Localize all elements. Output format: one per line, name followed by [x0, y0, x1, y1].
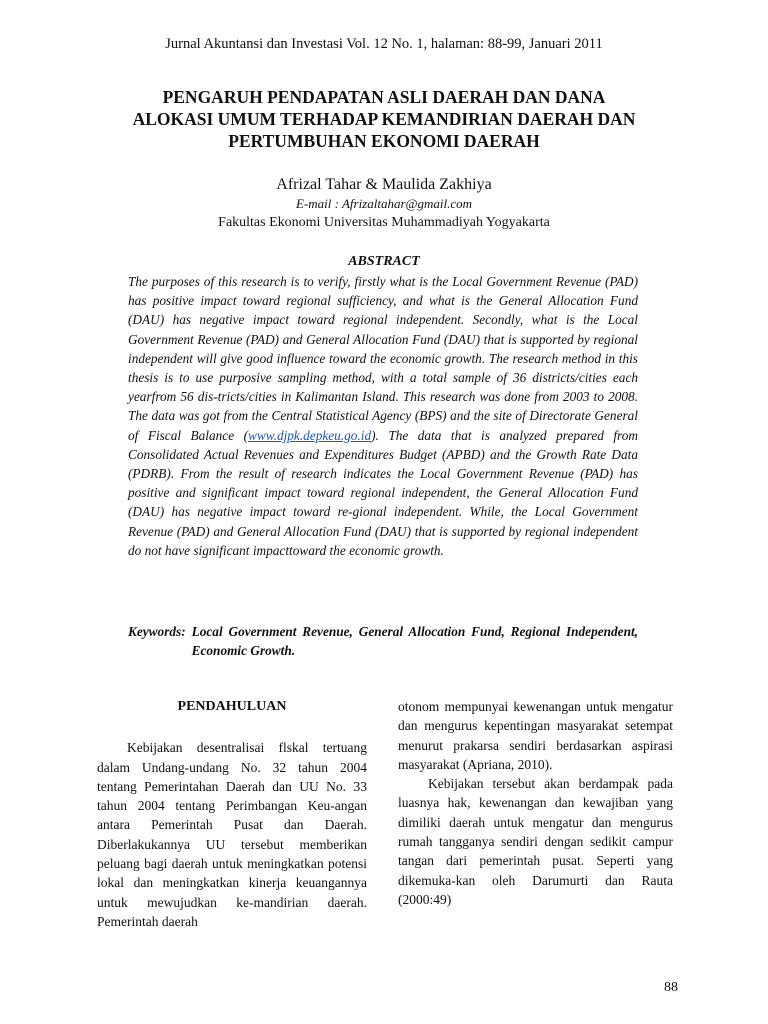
- page-number: 88: [664, 980, 678, 995]
- affiliation: Fakultas Ekonomi Universitas Muhammadiyah Yogyakarta: [218, 215, 550, 230]
- journal-header: Jurnal Akuntansi dan Investasi Vol. 12 No. 1, halaman: 88-99, Januari 2011: [165, 36, 603, 52]
- title-line-2: ALOKASI UMUM TERHADAP KEMANDIRIAN DAERAH DAN: [132, 109, 636, 129]
- title-line-1: PENGARUH PENDAPATAN ASLI DAERAH DAN DANA: [162, 87, 606, 107]
- keywords-label: Keywords:: [128, 624, 186, 639]
- keywords: [128, 622, 638, 660]
- right-column: [398, 697, 673, 909]
- keywords-text: Local Government Revenue, General Allocation Fund, Regional Independent, Economic Growth.: [191, 624, 638, 658]
- left-paragraph: Kebijakan desentralisai flskal tertuang dalam Undang-undang No. 32 tahun 2004 tentang Pemerintahan Daerah dan UU No. 33 tahun 2004 tentang Perimbangan Keu-angan antara Pemerintah Pusat dan Daerah. Diberlakukannya UU tersebut memberikan peluang bagi daerah untuk meningkatkan potensi lokal dan meningkatkan kinerja keuangannya untuk mewujudkan ke-mandirian daerah. Pemerintah daerah: [97, 740, 367, 929]
- abstract-body: [128, 272, 638, 560]
- title-line-3: PERTUMBUHAN EKONOMI DAERAH: [228, 131, 540, 151]
- right-paragraph-2: Kebijakan tersebut akan berdampak pada luasnya hak, kewenangan dan kewajiban yang dimiliki daerah untuk mengatur dan mengurus rumah tangganya sendiri dengan sedikit campur tangan dari pemerintah pusat. Seperti yang dikemuka-kan oleh Darumurti dan Rauta (2000:49): [398, 776, 673, 907]
- abstract-text-part-1: The purposes of this research is to verify, firstly what is the Local Government Revenue (PAD) has positive impact toward regional sufficiency, and what is the General Allocation Fund (DAU) has negative impact toward regional independent. Secondly, what is the Local Government Revenue (PAD) and General Allocation Fund (DAU) that is supported by regional independent will give good influence toward the economic growth. The research method in this thesis is to use purposive sampling method, with a total sample of 36 districts/cities each yearfrom 56 dis-tricts/cities in Kalimantan Island. This research was done from 2003 to 2008. The data was got from the Central Statistical Agency (BPS) and the site of Directorate General of Fiscal Balance (: [128, 274, 638, 443]
- abstract-text-part-2: ). The data that is analyzed prepared from Consolidated Actual Revenues and Expenditures Budget (APBD) and the Growth Rate Data (PDRB). From the result of research indicates the Local Government Revenue (PAD) has positive and significant impact toward regional independent, the General Allocation Fund (DAU) has negative impact toward re-gional independent. While, the Local Government Revenue (PAD) and General Allocation Fund (DAU) that is supported by regional independent do not have significant impacttoward the economic growth.: [128, 427, 638, 558]
- author-email: E-mail : Afrizaltahar@gmail.com: [295, 196, 473, 211]
- abstract-heading: ABSTRACT: [348, 254, 420, 269]
- right-paragraph-1: otonom mempunyai kewenangan untuk mengatur dan mengurus kepentingan masyarakat setempat menurut prakarsa sendiri berdasarkan aspirasi masyarakat (Apriana, 2010).: [398, 699, 673, 772]
- left-column: [97, 697, 367, 931]
- djpk-link[interactable]: www.djpk.depkeu.go.id: [248, 427, 372, 443]
- section-heading-pendahuluan: PENDAHULUAN: [177, 699, 287, 714]
- paper-title: [100, 86, 668, 152]
- authors: Afrizal Tahar & Maulida Zakhiya: [276, 176, 492, 193]
